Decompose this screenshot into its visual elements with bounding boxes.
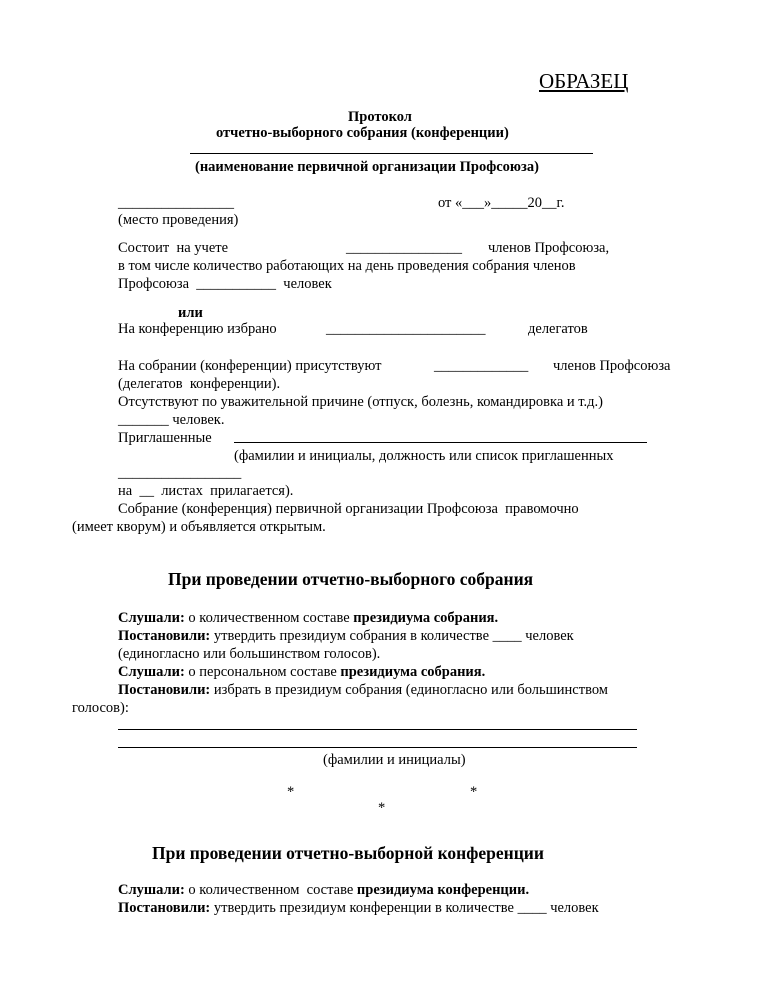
- date-field: от «___»_____20__г.: [438, 195, 565, 211]
- separator-star-2: *: [470, 784, 478, 800]
- s1-heard-quantity: Слушали: о количественном составе президиума собрания.: [118, 610, 499, 626]
- s1-heard-personal: Слушали: о персональном составе президиума собрания.: [118, 664, 486, 680]
- org-name-line: [190, 153, 593, 154]
- names-caption: (фамилии и инициалы): [323, 752, 466, 768]
- place-blank: ________________: [118, 195, 234, 211]
- separator-star-3: *: [378, 800, 386, 816]
- absent-line: Отсутствуют по уважительной причине (отпуск, болезнь, командировка и т.д.): [118, 394, 603, 410]
- invited-line: [234, 442, 647, 443]
- registered-label: Состоит на учете: [118, 240, 229, 256]
- invited-blank: _________________: [118, 465, 242, 481]
- s1-votes-word: голосов):: [72, 700, 129, 716]
- quorum-line-1: Собрание (конференция) первичной организации Профсоюза правомочно: [118, 501, 579, 517]
- section-conference-heading: При проведении отчетно-выборной конференции: [152, 843, 544, 863]
- s1-resolved-elect: Постановили: избрать в президиум собрания (единогласно или большинством: [118, 682, 608, 698]
- s2-heard-quantity: Слушали: о количественном составе президиума конференции.: [118, 882, 530, 898]
- registered-line-3: Профсоюза ___________ человек: [118, 276, 332, 292]
- attendance-label: На собрании (конференции) присутствуют: [118, 358, 382, 374]
- attendance-blank: _____________: [434, 358, 529, 374]
- protocol-title: Протокол: [348, 109, 412, 125]
- conference-label: На конференцию избрано: [118, 321, 277, 337]
- place-caption: (место проведения): [118, 212, 239, 228]
- section-meeting-heading: При проведении отчетно-выборного собрания: [168, 569, 534, 589]
- s1-resolved-quantity: Постановили: утвердить президиум собрания в количестве ____ человек: [118, 628, 574, 644]
- invited-label: Приглашенные: [118, 430, 212, 446]
- attendance-line-2: (делегатов конференции).: [118, 376, 281, 392]
- invited-caption: (фамилии и инициалы, должность или список приглашенных: [234, 448, 614, 464]
- names-line-2: [118, 747, 637, 748]
- sample-stamp: ОБРАЗЕЦ: [539, 69, 629, 93]
- registered-line-2: в том числе количество работающих на день проведения собрания членов: [118, 258, 576, 274]
- conference-suffix: делегатов: [528, 321, 588, 337]
- quorum-line-2: (имеет кворум) и объявляется открытым.: [72, 519, 326, 535]
- sheets-line: на __ листах прилагается).: [118, 483, 294, 499]
- or-word: или: [178, 305, 203, 321]
- registered-suffix: членов Профсоюза,: [488, 240, 610, 256]
- s2-resolved-quantity: Постановили: утвердить президиум конференции в количестве ____ человек: [118, 900, 599, 916]
- absent-count: _______ человек.: [118, 412, 225, 428]
- names-line-1: [118, 729, 637, 730]
- separator-star-1: *: [287, 784, 295, 800]
- s1-vote-note: (единогласно или большинством голосов).: [118, 646, 381, 662]
- conference-blank: ______________________: [326, 321, 486, 337]
- registered-blank: ________________: [346, 240, 462, 256]
- attendance-suffix: членов Профсоюза: [553, 358, 671, 374]
- org-name-caption: (наименование первичной организации Профсоюза): [195, 159, 539, 175]
- protocol-subtitle: отчетно-выборного собрания (конференции): [216, 125, 509, 141]
